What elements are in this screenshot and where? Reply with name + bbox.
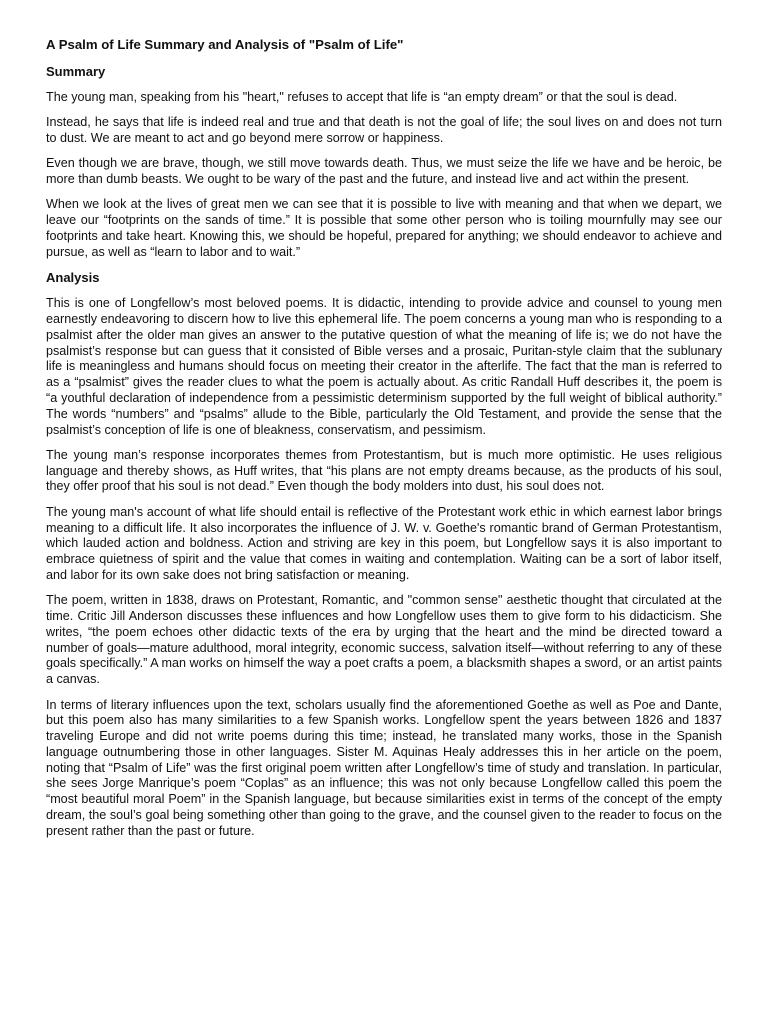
document-title: A Psalm of Life Summary and Analysis of "Psalm of Life"	[46, 37, 404, 52]
summary-paragraph-2: Instead, he says that life is indeed real and true and that death is not the goal of life; the soul lives on and does not turn to dust. We are meant to act and go beyond mere sorrow or happiness.	[46, 115, 722, 146]
summary-paragraph-1: The young man, speaking from his "heart," refuses to accept that life is “an empty dream” or that the soul is dead.	[46, 90, 678, 104]
analysis-paragraph-1: This is one of Longfellow’s most beloved poems. It is didactic, intending to provide advice and counsel to young men earnestly endeavoring to discern how to live this ephemeral life. The poem concerns a young man who is responding to a psalmist after the older man gives an answer to the putative question of what the meaning of life is; we do not have the psalmist’s response but can guess that it consisted of Bible verses and a prosaic, Puritan-style claim that the sublunary life is meaningless and humans should focus on meeting their creator in the afterlife. The fact that the man is referred to as a “psalmist” gives the reader clues to what the poem is actually about. As critic Randall Huff describes it, the poem is “a youthful declaration of independence from a pessimistic determinism supported by the full weight of biblical authority.” The words “numbers” and “psalms” allude to the Bible, particularly the Old Testament, and provide the sense that the psalmist’s conception of life is one of bleakness, conservatism, and pessimism.	[46, 296, 722, 437]
summary-heading: Summary	[46, 64, 106, 79]
analysis-paragraph-4: The poem, written in 1838, draws on Protestant, Romantic, and "common sense" aesthetic thought that circulated at the time. Critic Jill Anderson discusses these influences and how Longfellow uses them to give form to his didacticism. She writes, “the poem echoes other didactic texts of the era by urging that the heart and the mind be directed toward a number of goals—mature adulthood, moral integrity, economic success, salvation itself—without referring to any of these goals specifically.” A man works on himself the way a poet crafts a poem, a blacksmith shapes a sword, or an artist paints a canvas.	[46, 593, 722, 687]
summary-paragraph-3: Even though we are brave, though, we still move towards death. Thus, we must seize the life we have and be heroic, be more than dumb beasts. We ought to be wary of the past and the future, and instead live and act within the present.	[46, 156, 722, 187]
analysis-heading: Analysis	[46, 270, 100, 286]
analysis-paragraph-3: The young man's account of what life should entail is reflective of the Protestant work ethic in which earnest labor brings meaning to a difficult life. It also incorporates the influence of J. W. v. Goethe's romantic brand of German Protestantism, which lauded action and boldness. Action and striving are key in this poem, but Longfellow says it is also important to embrace quietness of spirit and the value that comes in waiting and contemplation. Waiting can be a sort of labor itself, and labor for its own sake does not bring satisfaction or meaning.	[46, 504, 722, 582]
analysis-paragraph-2: The young man’s response incorporates themes from Protestantism, but is much more optimistic. He uses religious language and thereby shows, as Huff writes, that “his plans are not empty dreams because, as the products of his soul, they offer proof that his soul is not dead.” Even though the body molders into dust, his soul does not.	[46, 447, 722, 494]
analysis-paragraph-5: In terms of literary influences upon the text, scholars usually find the aforementioned Goethe as well as Poe and Dante, but this poem also has many similarities to a few Spanish works. Longfellow spent the years between 1826 and 1837 traveling Europe and did not write poems during this time; instead, he translated many works, those in the Spanish language outnumbering those in other languages. Sister M. Aquinas Healy addresses this in her article on the poem, noting that “Psalm of Life” was the first original poem written after Longfellow’s time of study and translation. In particular, she sees Jorge Manrique’s poem “Coplas” as an influence; this was not only because Longfellow called this poem the “most beautiful moral Poem” in the Spanish language, but because similarities exist in terms of the concept of the empty dream, the soul’s goal being something other than going to the grave, and the counsel given to the reader to focus on the present rather than the past or future.	[46, 697, 722, 838]
summary-paragraph-4: When we look at the lives of great men we can see that it is possible to live with meaning and that when we depart, we leave our “footprints on the sands of time.” It is possible that some other person who is toiling mournfully may see our footprints and take heart. Knowing this, we should be hopeful, prepared for anything; we should endeavor to achieve and pursue, as well as “learn to labor and to wait.”	[46, 197, 722, 259]
